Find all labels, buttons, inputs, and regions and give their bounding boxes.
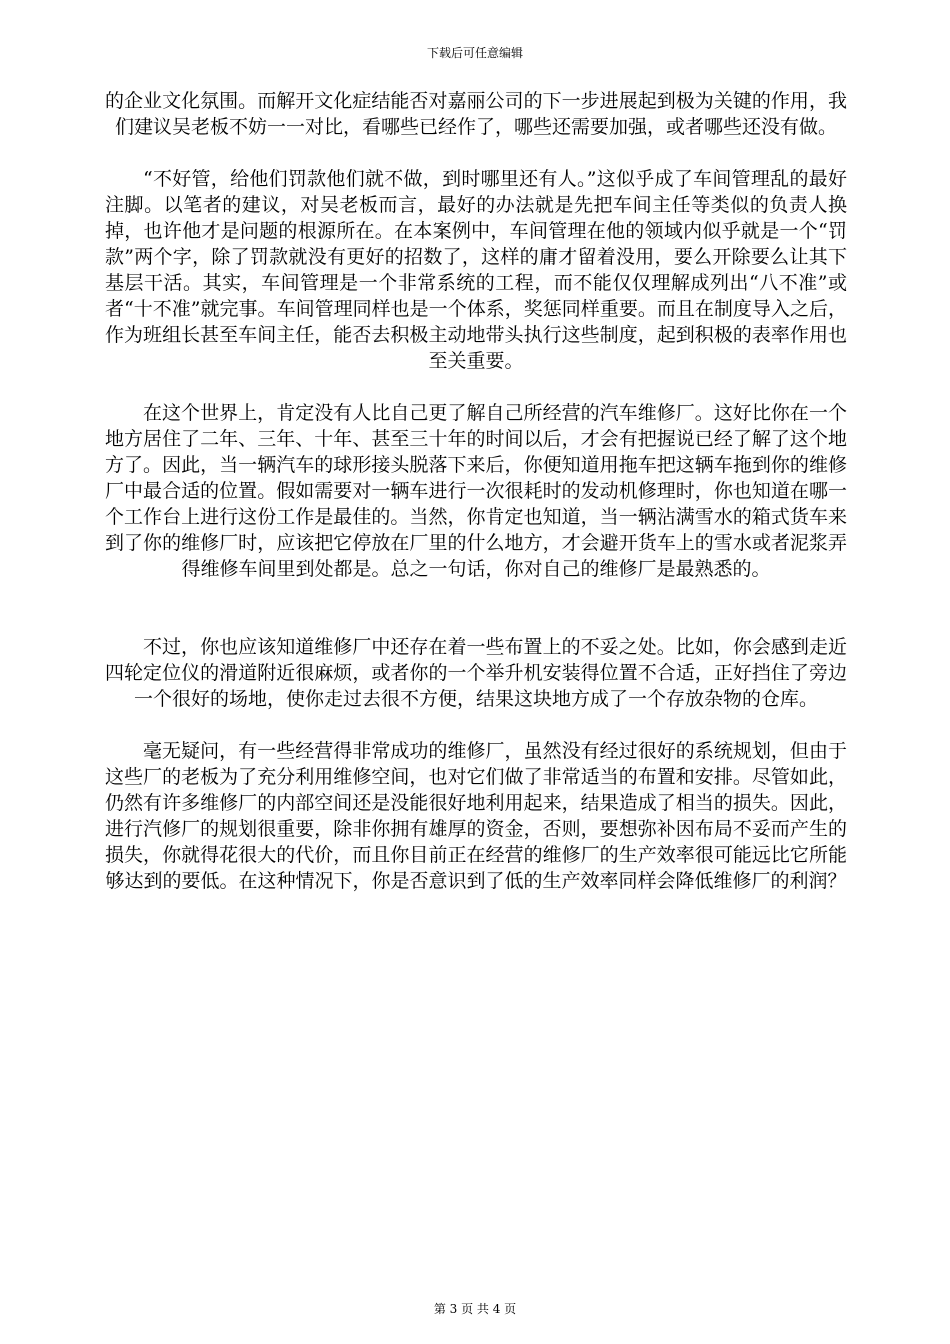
paragraph-4: 不过，你也应该知道维修厂中还存在着一些布置上的不妥之处。比如，你会感到走近四轮定位仪的滑道附近很麻烦，或者你的一个举升机安装得位置不合适，正好挡住了旁边一个很好的场地，使你走过去很不方便，结果这块地方成了一个存放杂物的仓库。 <box>105 636 847 710</box>
page-footer <box>0 1302 950 1316</box>
paragraph-1: 的企业文化氛围。而解开文化症结能否对嘉丽公司的下一步进展起到极为关键的作用，我们建议吴老板不妨一一对比，看哪些已经作了，哪些还需要加强，或者哪些还没有做。 <box>105 90 847 138</box>
header-text: 下载后可任意编辑 <box>426 46 523 60</box>
document-body <box>105 88 847 894</box>
page-header <box>0 46 950 60</box>
page-number: 第 3 页 共 4 页 <box>433 1302 517 1316</box>
paragraph-3: 在这个世界上，肯定没有人比自己更了解自己所经营的汽车维修厂。这好比你在一个地方居住了二年、三年、十年、甚至三十年的时间以后，才会有把握说已经了解了这个地方了。因此，当一辆汽车的球形接头脱落下来后，你便知道用拖车把这辆车拖到你的维修厂中最合适的位置。假如需要对一辆车进行一次很耗时的发动机修理时，你也知道在哪一个工作台上进行这份工作是最佳的。当然，你肯定也知道，当一辆沾满雪水的箱式货车来到了你的维修厂时，应该把它停放在厂里的什么地方，才会避开货车上的雪水或者泥浆弄得维修车间里到处都是。总之一句话，你对自己的维修厂是最熟悉的。 <box>105 402 847 580</box>
paragraph-5: 毫无疑问，有一些经营得非常成功的维修厂，虽然没有经过很好的系统规划，但由于这些厂的老板为了充分利用维修空间，也对它们做了非常适当的布置和安排。尽管如此，仍然有许多维修厂的内部空间还是没能很好地利用起来，结果造成了相当的损失。因此，进行汽修厂的规划很重要，除非你拥有雄厚的资金，否则，要想弥补因布局不妥而产生的损失，你就得花很大的代价，而且你目前正在经营的维修厂的生产效率很可能远比它所能够达到的要低。在这种情况下，你是否意识到了低的生产效率同样会降低维修厂的利润？ <box>105 740 847 892</box>
paragraph-2: “不好管，给他们罚款他们就不做，到时哪里还有人。”这似乎成了车间管理乱的最好注脚。以笔者的建议，对吴老板而言，最好的办法就是先把车间主任等类似的负责人换掉，也许他才是问题的根源所在。在本案例中，车间管理在他的领域内似乎就是一个“罚款”两个字，除了罚款就没有更好的招数了，这样的庸才留着没用，要么开除要么让其下基层干活。其实，车间管理是一个非常系统的工程，而不能仅仅理解成列出“八不准”或者“十不准”就完事。车间管理同样也是一个体系，奖惩同样重要。而且在制度导入之后，作为班组长甚至车间主任，能否去积极主动地带头执行这些制度，起到积极的表率作用也至关重要。 <box>105 168 847 372</box>
